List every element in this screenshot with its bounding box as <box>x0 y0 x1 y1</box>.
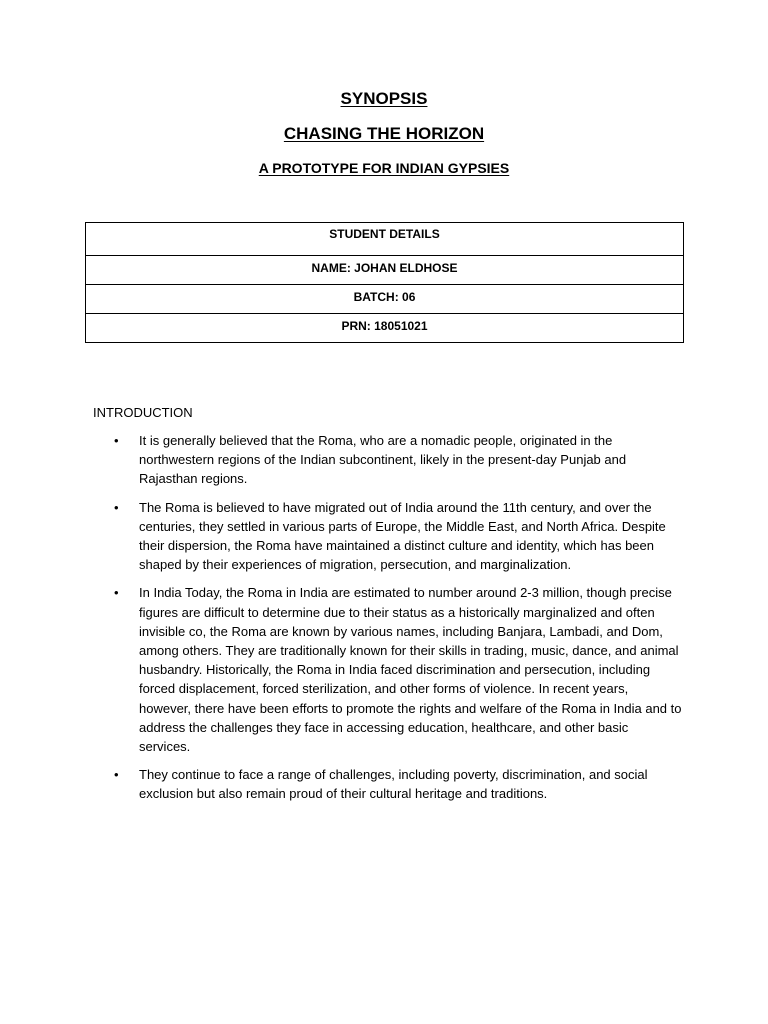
table-cell <box>86 256 684 285</box>
document-title: CHASING THE HORIZON <box>283 124 485 143</box>
table-cell <box>86 314 684 343</box>
table-row <box>86 314 684 343</box>
table-row <box>86 223 684 256</box>
list-item <box>112 583 682 756</box>
student-details-table <box>85 222 684 343</box>
introduction-heading: INTRODUCTION <box>93 405 193 420</box>
bullet-icon: • <box>114 585 119 601</box>
list-item-text: It is generally believed that the Roma, who are a nomadic people, originated in the northwestern regions of the Indian subcontinent, likely in the present-day Punjab and Rajasthan regions. <box>139 433 627 487</box>
list-item <box>112 765 682 803</box>
document-subtitle: A PROTOTYPE FOR INDIAN GYPSIES <box>258 160 510 176</box>
bullet-icon: • <box>114 433 119 448</box>
list-item-text: In India Today, the Roma in India are estimated to number around 2-3 million, though precise figures are difficult to determine due to their status as a historically marginalized and often invisible co, the Roma are known by various names, including Banjara, Lambadi, and Dom, among others. They are traditionally known for their skills in trading, music, dance, and animal husbandry. Historically, the Roma in India faced discrimination and persecution, including forced displacement, forced sterilization, and other forms of violence. In recent years, however, there have been efforts to promote the rights and welfare of the Roma in India and to address the challenges they face in accessing education, healthcare, and other basic services. <box>139 585 682 755</box>
list-item <box>112 498 682 575</box>
table-cell <box>86 223 684 256</box>
student-name: NAME: JOHAN ELDHOSE <box>311 261 458 275</box>
synopsis-heading: SYNOPSIS <box>340 89 428 108</box>
student-details-header: STUDENT DETAILS <box>329 227 440 241</box>
list-item-text: The Roma is believed to have migrated out of India around the 11th century, and over the centuries, they settled in various parts of Europe, the Middle East, and North Africa. Despite their dispersion, the Roma have maintained a distinct culture and identity, which has been shaped by their experiences of migration, persecution, and marginalization. <box>139 499 666 573</box>
bullet-icon: • <box>114 767 119 783</box>
table-row <box>86 256 684 285</box>
table-cell <box>86 285 684 314</box>
introduction-list <box>112 431 682 813</box>
table-row <box>86 285 684 314</box>
bullet-icon: • <box>114 499 119 515</box>
student-batch: BATCH: 06 <box>353 290 416 304</box>
list-item-text: They continue to face a range of challenges, including poverty, discrimination, and social exclusion but also remain proud of their cultural heritage and traditions. <box>139 767 648 802</box>
list-item <box>112 431 682 489</box>
student-prn: PRN: 18051021 <box>341 319 428 333</box>
